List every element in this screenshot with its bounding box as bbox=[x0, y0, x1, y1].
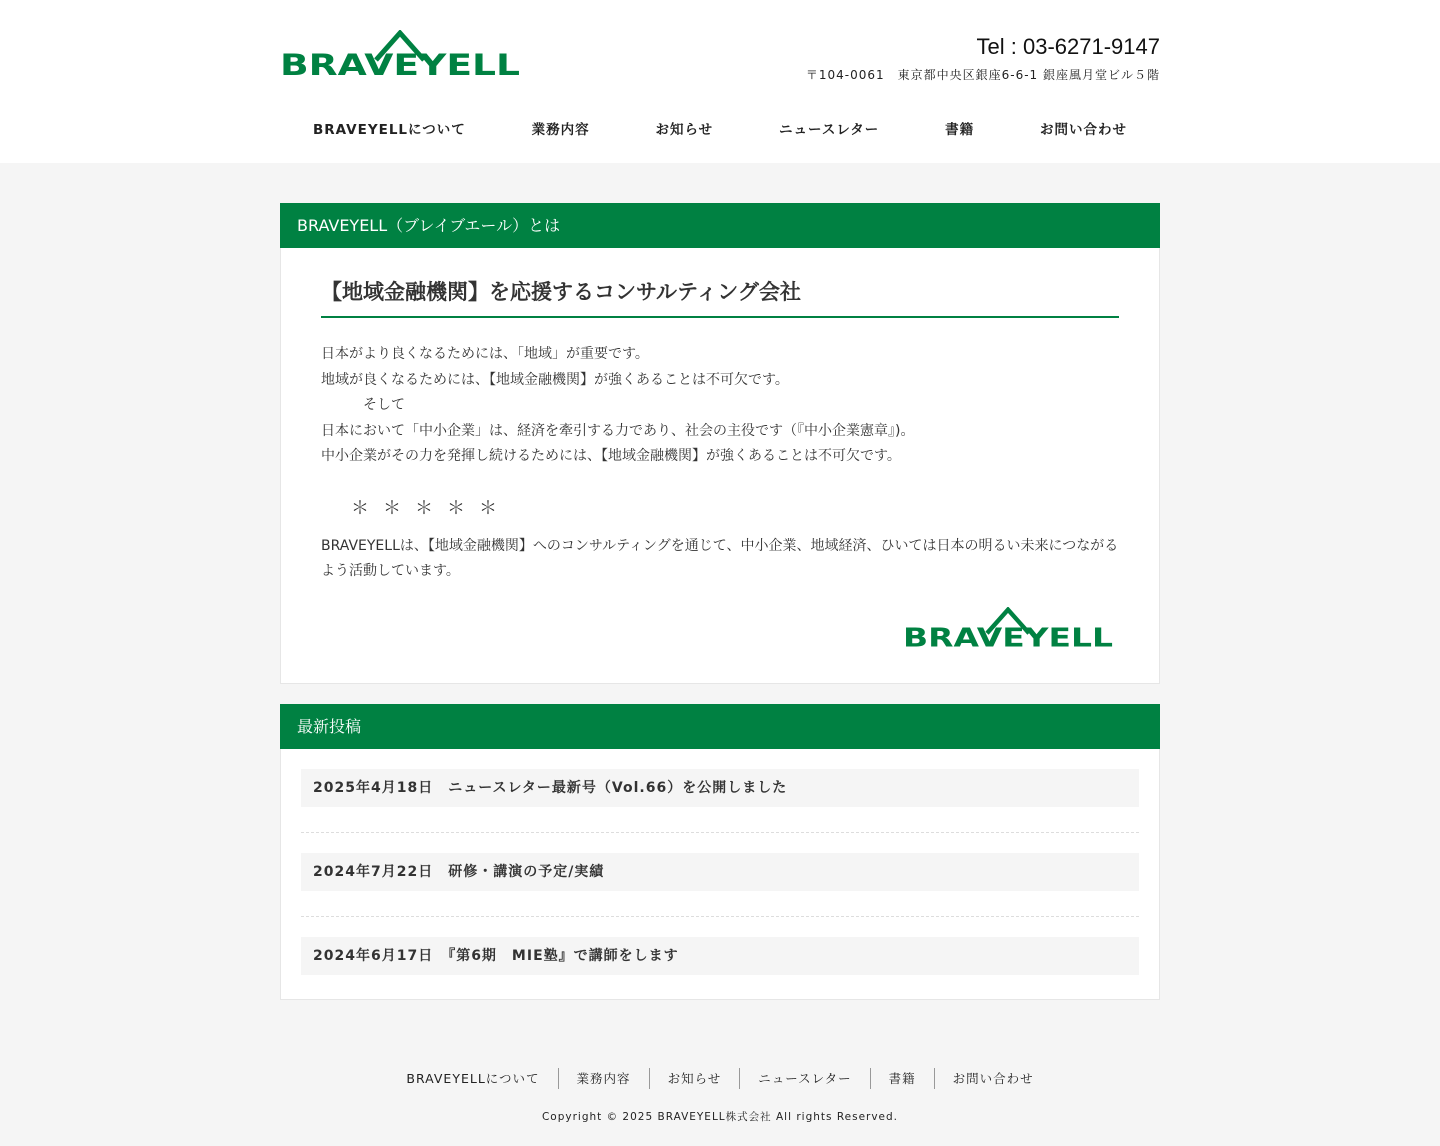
nav-contact[interactable]: お問い合わせ bbox=[1040, 122, 1128, 138]
footer-nav-books[interactable]: 書籍 bbox=[870, 1068, 934, 1089]
braveyell-signature-logo-icon bbox=[897, 607, 1119, 649]
svg-text:BRAVEYELL: BRAVEYELL bbox=[280, 48, 520, 78]
recent-posts-section bbox=[280, 704, 1160, 1000]
divider bbox=[301, 832, 1139, 833]
nav-news[interactable]: お知らせ bbox=[655, 122, 714, 138]
divider bbox=[301, 916, 1139, 917]
nav-books[interactable]: 書籍 bbox=[945, 122, 975, 138]
nav-services[interactable]: 業務内容 bbox=[531, 122, 590, 138]
body-line: 中小企業がその力を発揮し続けるためには、【地域金融機関】が強くあることは不可欠です。 bbox=[321, 448, 901, 464]
nav-newsletter[interactable]: ニュースレター bbox=[779, 122, 880, 138]
nav-about[interactable]: BRAVEYELLについて bbox=[312, 122, 466, 138]
body-line: 日本がより良くなるためには、「地域」が重要です。 bbox=[321, 346, 649, 362]
post-link[interactable]: 2025年4月18日 ニュースレター最新号（Vol.66）を公開しました bbox=[301, 769, 1139, 807]
site-logo[interactable] bbox=[280, 30, 520, 78]
svg-text:BRAVEYELL: BRAVEYELL bbox=[903, 621, 1113, 649]
about-closing: BRAVEYELLは、【地域金融機関】へのコンサルティングを通じて、中小企業、地域経済、ひいては日本の明るい未来につながるよう活動しています。 bbox=[321, 537, 1119, 579]
footer-nav-about[interactable]: BRAVEYELLについて bbox=[406, 1070, 540, 1086]
body-line: 地域が良くなるためには、【地域金融機関】が強くあることは不可欠です。 bbox=[321, 371, 789, 388]
post-link[interactable]: 2024年7月22日 研修・講演の予定/実績 bbox=[301, 853, 1139, 891]
recent-posts-heading: 最新投稿 bbox=[280, 704, 1160, 749]
body-line: そして bbox=[321, 397, 405, 413]
footer-nav-contact[interactable]: お問い合わせ bbox=[934, 1068, 1052, 1089]
site-header bbox=[0, 0, 1440, 163]
footer-nav-services[interactable]: 業務内容 bbox=[558, 1068, 649, 1089]
body-line: 日本において「中小企業」は、経済を牽引する力であり、社会の主役です（『中小企業憲章』)。 bbox=[321, 422, 915, 439]
about-title: 【地域金融機関】を応援するコンサルティング会社 bbox=[321, 276, 1119, 318]
braveyell-logo-icon bbox=[280, 30, 520, 78]
footer-nav-newsletter[interactable]: ニュースレター bbox=[739, 1068, 869, 1089]
address: 〒104-0061 東京都中央区銀座6-6-1 銀座風月堂ビル５階 bbox=[805, 68, 1160, 82]
separator-stars: ＊＊＊＊＊ bbox=[351, 497, 511, 519]
about-section bbox=[280, 203, 1160, 684]
post-link[interactable]: 2024年6月17日 『第6期 MIE塾』で講師をします bbox=[301, 937, 1139, 975]
site-footer bbox=[0, 1068, 1440, 1124]
footer-nav-news[interactable]: お知らせ bbox=[649, 1068, 740, 1089]
phone-number: Tel : 03-6271-9147 bbox=[976, 34, 1160, 59]
about-heading: BRAVEYELL（ブレイブエール）とは bbox=[280, 203, 1160, 248]
copyright: Copyright © 2025 BRAVEYELL株式会社 All rights Reserved. bbox=[541, 1110, 899, 1123]
main-nav bbox=[280, 118, 1160, 138]
about-body bbox=[321, 342, 1119, 470]
footer-nav bbox=[0, 1068, 1440, 1089]
